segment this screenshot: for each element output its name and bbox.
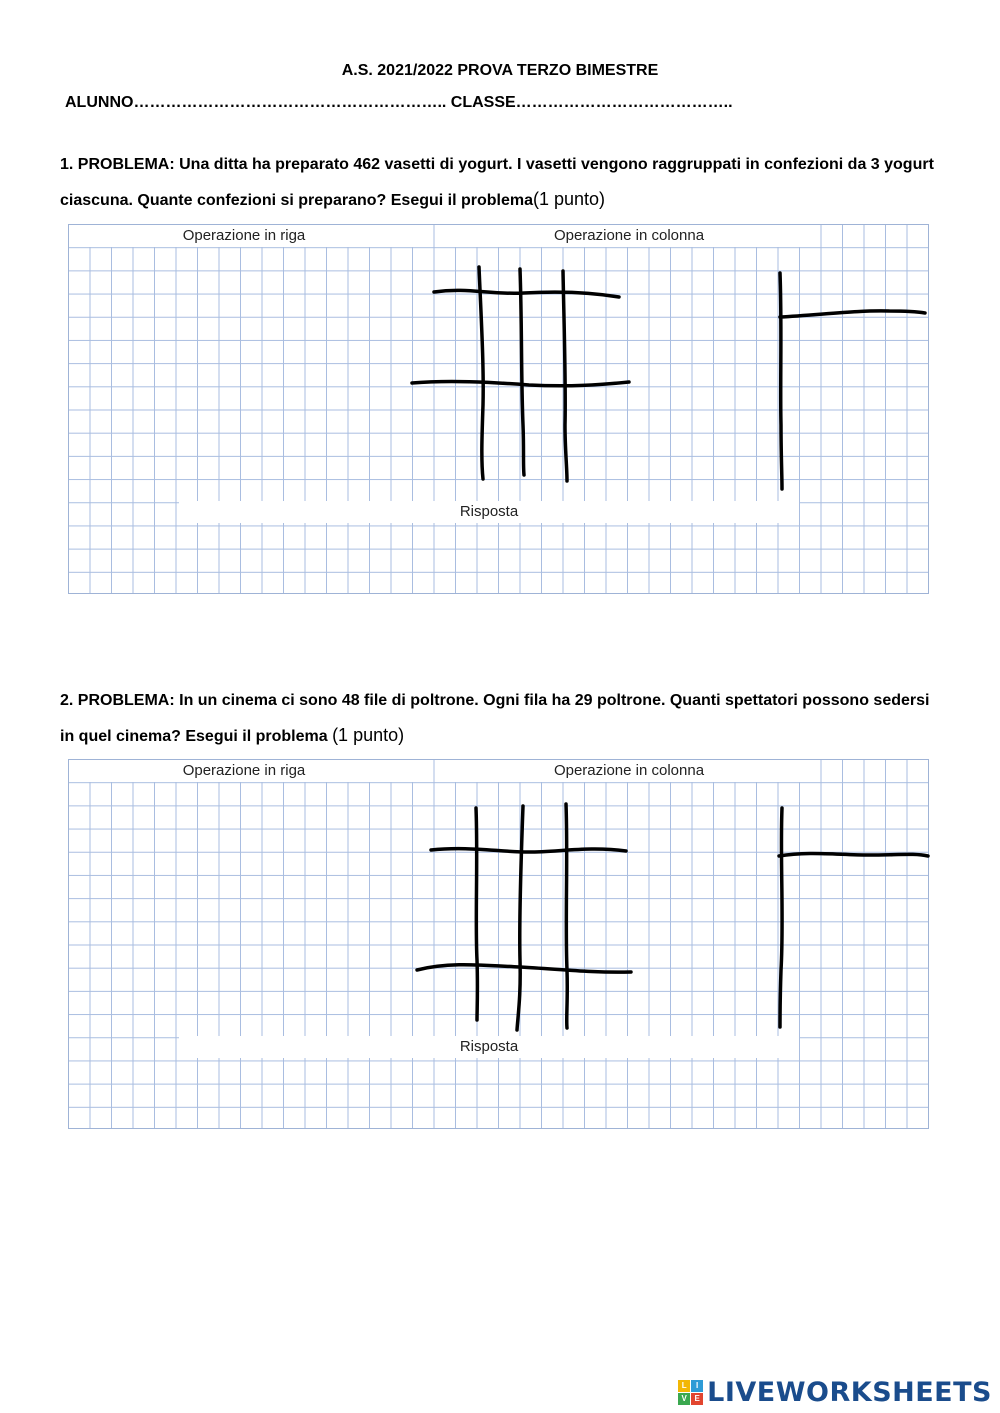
p1-vline-3 — [563, 271, 567, 481]
problem-1-row-operation-label: Operazione in riga — [69, 225, 419, 247]
problem-1-statement: 1. PROBLEMA: Una ditta ha preparato 462 vasetti di yogurt. I vasetti vengono raggruppati in confezioni da 3 yogurt ciascuna. Quante confezioni si preparano? Esegui il problema — [60, 156, 934, 209]
problem-1-text — [60, 148, 940, 218]
p1-division-vline — [780, 273, 782, 489]
problem-1-work-grid[interactable] — [68, 224, 929, 594]
problem-2-row-operation-label: Operazione in riga — [69, 760, 419, 782]
p1-division-hline — [780, 311, 925, 317]
problem-1-column-grid-drawing — [69, 225, 930, 595]
problem-1-column-operation-label: Operazione in colonna — [439, 225, 819, 247]
p2-hline-bottom — [417, 965, 631, 972]
logo-letter-l: L — [678, 1380, 690, 1392]
problem-2-work-grid[interactable] — [68, 759, 929, 1129]
problem-2-statement: 2. PROBLEMA: In un cinema ci sono 48 file di poltrone. Ogni fila ha 29 poltrone. Quanti spettatori possono sedersi in quel cinema? Esegui il problema — [60, 692, 930, 745]
logo-letter-i: I — [691, 1380, 703, 1392]
p1-vline-1 — [479, 267, 483, 479]
p2-division-hline — [779, 853, 928, 856]
liveworksheets-logo — [678, 1372, 992, 1412]
p1-vline-2 — [520, 269, 524, 475]
problem-2-answer-label: Risposta — [179, 1036, 799, 1058]
logo-letter-e: E — [691, 1393, 703, 1405]
p2-division-vline — [780, 808, 782, 1027]
p2-vline-1 — [476, 808, 477, 1020]
problem-1-answer-label: Risposta — [179, 501, 799, 523]
logo-letter-v: V — [678, 1393, 690, 1405]
problem-2-column-grid-drawing — [69, 760, 930, 1130]
p2-vline-2 — [517, 806, 523, 1030]
problem-2-text — [60, 684, 940, 754]
p2-vline-3 — [566, 804, 567, 1028]
problem-2-column-operation-label: Operazione in colonna — [439, 760, 819, 782]
p1-hline-top — [434, 290, 619, 297]
problem-1-points: (1 punto) — [533, 189, 606, 209]
p2-hline-top — [431, 849, 626, 852]
liveworksheets-logo-icon — [678, 1380, 703, 1405]
liveworksheets-logo-text: LIVEWORKSHEETS — [707, 1376, 992, 1408]
problem-2-points: (1 punto) — [332, 725, 405, 745]
student-name-class-line: ALUNNO………………………………………………….. CLASSE………………………………….. — [65, 94, 733, 111]
page-title: A.S. 2021/2022 PROVA TERZO BIMESTRE — [341, 62, 659, 79]
